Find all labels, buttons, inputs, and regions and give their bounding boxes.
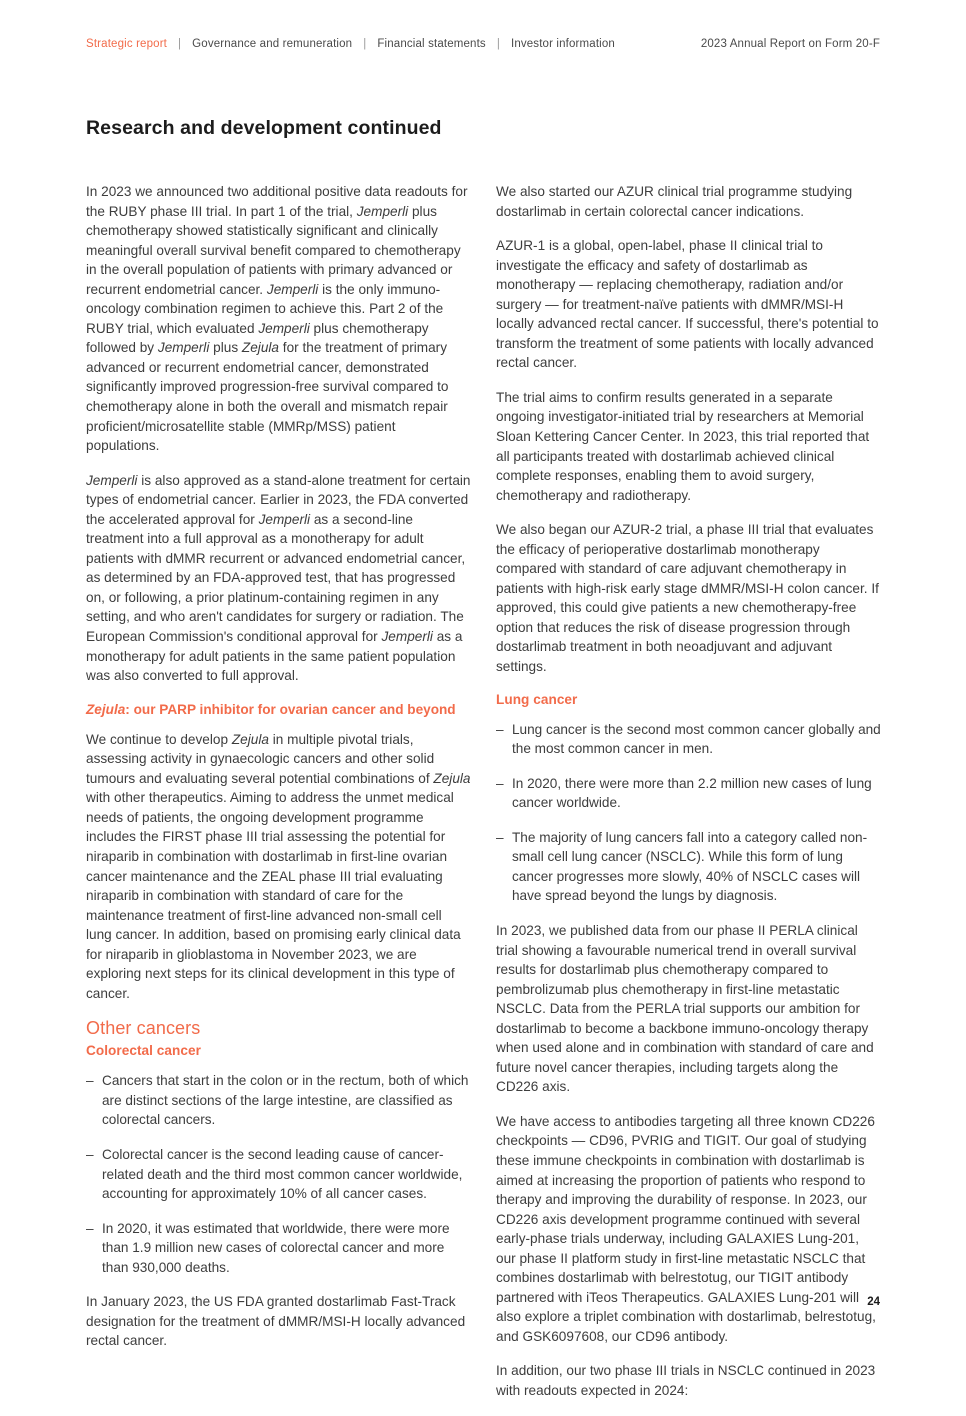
- header-link-financial-statements[interactable]: Financial statements: [377, 38, 486, 50]
- paragraph-perla-trial: In 2023, we published data from our phase II PERLA clinical trial showing a favourable numerical trend in overall survival results for dostarlimab plus chemotherapy compared to pembrolizumab plus chemotherapy in first-line metastatic NSCLC. Data from the PERLA trial supports our ambition for dostarlimab to become a backbone immuno-oncology therapy when used alone and in combination with standard of care and future novel cancer therapies, including targets along the CD226 axis.: [496, 922, 874, 1095]
- drug-name-zejula: Zejula: [241, 340, 280, 356]
- page-header: [86, 38, 880, 50]
- drug-name-jemperli: Jemperli: [356, 203, 409, 219]
- list-item: – In 2020, it was estimated that worldwide, there were more than 1.9 million new cases of colorectal cancer and more than 930,000 deaths.: [86, 1219, 471, 1278]
- text-run: with other therapeutics. Aiming to address the unmet medical needs of patients, the ongoing development programme includes the FIRST phase III trial assessing the potential for niraparib in combination with dostarlimab in first-line ovarian cancer maintenance and the ZEAL phase III trial evaluating niraparib in combination with standard of care for the maintenance treatment of first-line advanced non-small cell lung cancer. In addition, based on promising early clinical data for niraparib in glioblastoma in November 2023, we are exploring next steps for its clinical development in this type of cancer.: [86, 790, 461, 1001]
- paragraph-azur-1: AZUR-1 is a global, open-label, phase II clinical trial to investigate the efficacy and safety of dostarlimab as monotherapy — replacing chemotherapy, radiation and/or surgery — for treatment-naïve patients with dMMR/MSI-H locally advanced rectal cancer. If successful, there's potential to transform the treatment of some patients with locally advanced rectal cancer.: [496, 238, 879, 371]
- paragraph-fda-fast-track: In January 2023, the US FDA granted dostarlimab Fast-Track designation for the treatment of dMMR/MSI-H locally advanced rectal cancer.: [86, 1294, 466, 1349]
- header-separator: |: [363, 38, 367, 50]
- page-title: Research and development continued: [86, 117, 442, 140]
- header-navigation: [86, 38, 615, 50]
- text-run: In 2023 we announced two additional positive data readouts for the RUBY phase III trial. In part 1 of the trial,: [86, 184, 468, 219]
- drug-name-jemperli: Jemperli: [86, 472, 138, 488]
- paragraph-nsclc-phase-iii: In addition, our two phase III trials in NSCLC continued in 2023 with readouts expected in 2024:: [496, 1363, 876, 1398]
- list-item: – Colorectal cancer is the second leading cause of cancer-related death and the third most common cancer worldwide, accounting for approximately 10% of all cancer cases.: [86, 1145, 471, 1204]
- header-link-investor-information[interactable]: Investor information: [510, 38, 615, 50]
- list-item: – Lung cancer is the second most common cancer globally and the most common cancer in men.: [496, 720, 881, 759]
- header-link-strategic-report[interactable]: Strategic report: [86, 38, 168, 50]
- text-run: is the only immuno-oncology combination regimen to achieve this. Part 2 of the RUBY trial, which evaluated: [86, 281, 444, 336]
- drug-name-jemperli: Jemperli: [157, 340, 210, 356]
- lung-cancer-bullet-list: [496, 720, 881, 906]
- left-column: [86, 182, 471, 1416]
- heading-lung-cancer: Lung cancer: [496, 691, 578, 707]
- header-separator: |: [178, 38, 182, 50]
- heading-other-cancers: Other cancers: [86, 1018, 201, 1039]
- text-run: in multiple pivotal trials, assessing activity in gynaecologic cancers and other solid tumours and evaluating several potential combinations of: [86, 731, 435, 786]
- header-separator: |: [496, 38, 500, 50]
- text-run: We continue to develop: [86, 731, 232, 747]
- text-run: plus chemotherapy showed statistically significant and clinically meaningful overall survival benefit compared to chemotherapy in the overall population of patients with primary advanced or recurrent endometrial cancer.: [86, 203, 461, 297]
- paragraph-zejula-development: [86, 730, 471, 1004]
- drug-name-jemperli: Jemperli: [258, 511, 311, 527]
- drug-name-zejula: Zejula: [433, 770, 471, 786]
- paragraph-jemperli-approval: [86, 471, 471, 686]
- list-item: – In 2020, there were more than 2.2 million new cases of lung cancer worldwide.: [496, 774, 881, 813]
- heading-colorectal-cancer: Colorectal cancer: [86, 1043, 201, 1059]
- drug-name-jemperli: Jemperli: [266, 281, 319, 297]
- drug-name-zejula: Zejula: [231, 731, 269, 747]
- paragraph-ruby-trial: [86, 182, 471, 456]
- text-run: plus chemotherapy followed by: [86, 320, 429, 356]
- text-run: for the treatment of primary advanced or recurrent endometrial cancer, demonstrated significantly improved progression-free survival compared to chemotherapy alone in both the overall and mismatch repair proficient/microsatellite stable (MMRp/MSS) patient populations.: [86, 340, 449, 454]
- list-item: – Cancers that start in the colon or in the rectum, both of which are distinct sections of the large intestine, are classified as colorectal cancers.: [86, 1071, 471, 1130]
- text-run: as a second-line treatment into a full approval as a monotherapy for adult patients with dMMR recurrent or advanced endometrial cancer, as determined by an FDA-approved test, that has progressed on, or following, a prior platinum-containing regimen in any setting, and who aren't candidates for surgery or radiation. The European Commission's conditional approval for: [86, 511, 466, 645]
- list-item: – The majority of lung cancers fall into a category called non-small cell lung cancer (NSCLC). While this form of lung cancer progresses more slowly, 40% of NSCLC cases will have spread beyond the lungs by diagnosis.: [496, 828, 881, 906]
- drug-name-jemperli: Jemperli: [258, 320, 310, 336]
- content-columns: [86, 182, 880, 1416]
- text-run: is also approved as a stand-alone treatment for certain types of endometrial cancer. Earlier in 2023, the FDA converted the accelerated approval for: [86, 472, 471, 527]
- text-run: as a monotherapy for adult patients in the same patient population was also converted to full approval.: [86, 629, 463, 684]
- text-run: : our PARP inhibitor for ovarian cancer and beyond: [125, 701, 456, 717]
- drug-name-zejula: Zejula: [86, 701, 126, 717]
- text-run: plus: [209, 340, 242, 356]
- paragraph-azur-programme: We also started our AZUR clinical trial programme studying dostarlimab in certain colorectal cancer indications.: [496, 184, 853, 219]
- drug-name-jemperli: Jemperli: [381, 629, 433, 645]
- page-number: 24: [867, 1296, 880, 1308]
- header-report-label: 2023 Annual Report on Form 20-F: [700, 38, 880, 50]
- right-column: [496, 182, 881, 1416]
- colorectal-cancer-bullet-list: [86, 1071, 471, 1277]
- heading-zejula-parp-inhibitor: [86, 701, 471, 719]
- paragraph-msk-trial: The trial aims to confirm results generated in a separate ongoing investigator-initiated trial by researchers at Memorial Sloan Kettering Cancer Center. In 2023, this trial reported that all participants treated with dostarlimab achieved clinical complete responses, enabling them to avoid surgery, chemotherapy and radiotherapy.: [496, 389, 870, 503]
- header-link-governance-and-remuneration[interactable]: Governance and remuneration: [192, 38, 353, 50]
- paragraph-cd226-axis: We have access to antibodies targeting all three known CD226 checkpoints — CD96, PVRIG and TIGIT. Our goal of studying these immune checkpoints in combination with dostarlimab is aimed at increasing the proportion of patients who respond to therapy and improving the durability of response. In 2023, our CD226 axis development programme continued with several early-phase trials underway, including GALAXIES Lung-201, our phase II platform study in first-line metastatic NSCLC that combines dostarlimab with belrestotug, our TIGIT antibody partnered with iTeos Therapeutics. GALAXIES Lung-201 will also explore a triplet combination with dostarlimab, belrestotug, and GSK6097608, our CD96 antibody.: [496, 1113, 876, 1344]
- paragraph-azur-2: We also began our AZUR-2 trial, a phase III trial that evaluates the efficacy of perioperative dostarlimab monotherapy compared with standard of care adjuvant chemotherapy in patients with high-risk early stage dMMR/MSI-H colon cancer. If approved, this could give patients a new chemotherapy-free option that reduces the risk of disease progression through dostarlimab treatment in both neoadjuvant and adjuvant settings.: [496, 522, 879, 675]
